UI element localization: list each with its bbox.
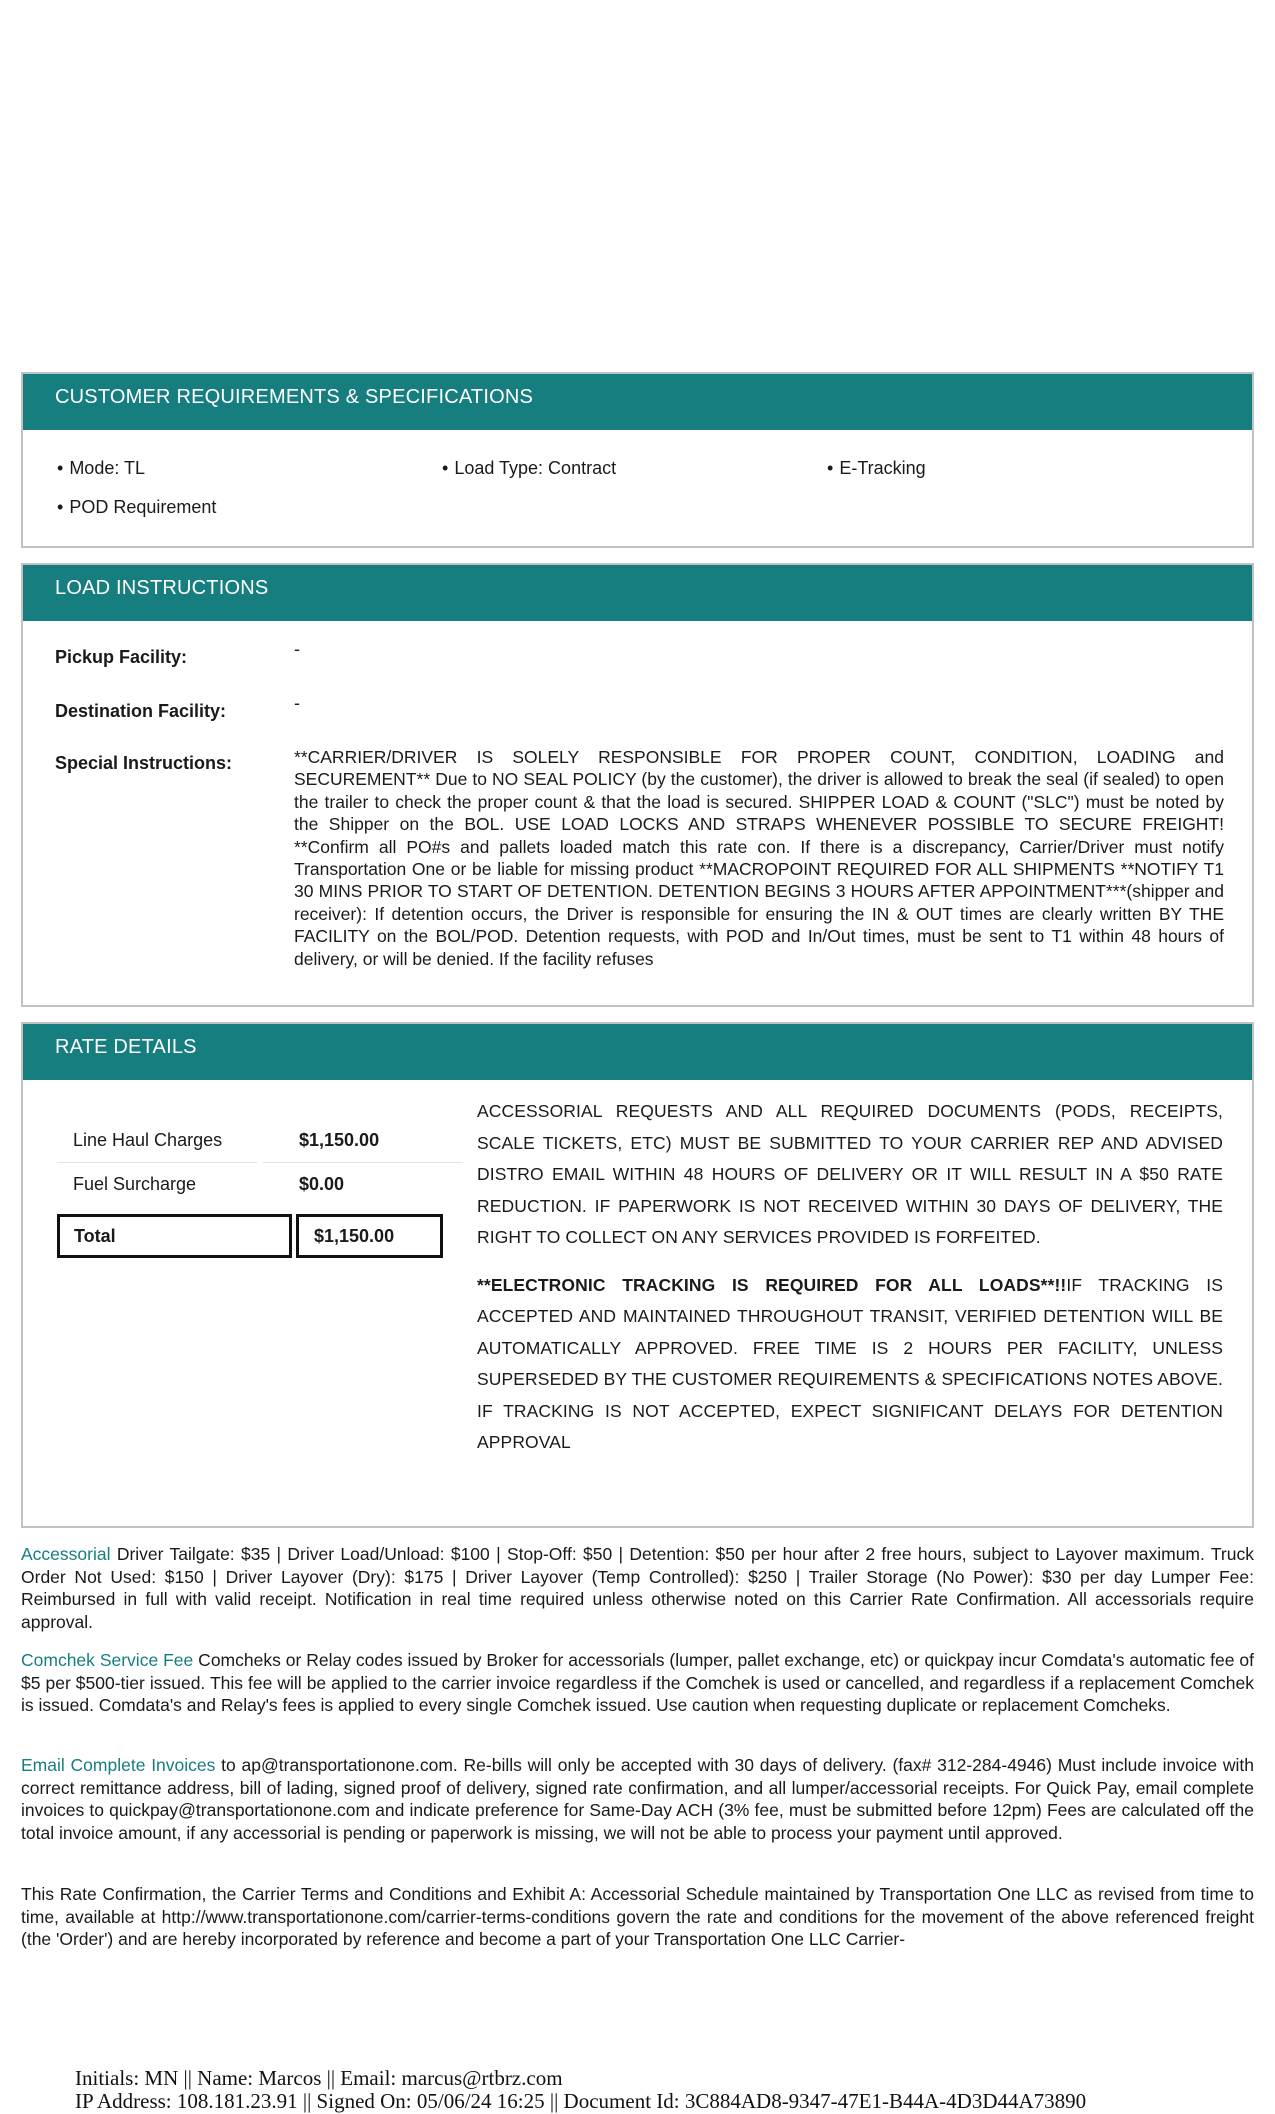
requirement-mode: • Mode: TL [57, 458, 146, 478]
load-instructions-title: LOAD INSTRUCTIONS [23, 565, 1252, 621]
pickup-facility-value: - [294, 639, 300, 659]
requirements-list [23, 430, 1252, 546]
destination-facility-value: - [294, 693, 300, 713]
signature-line-2: IP Address: 108.181.23.91 || Signed On: 05/06/24 16:25 || Document Id: 3C884AD8-9347-47E1-B44A-4D3D44A73890 [75, 2089, 1087, 2113]
rate-row-value: $0.00 [299, 1174, 345, 1194]
special-instructions-text: **CARRIER/DRIVER IS SOLELY RESPONSIBLE FOR PROPER COUNT, CONDITION, LOADING and SECUREMENT** Due to NO SEAL POLICY (by the customer), the driver is allowed to break the seal (if sealed) to open the trailer to check the proper count & that the load is secured. SHIPPER LOAD & COUNT ("SLC") must be noted by the Shipper on the BOL. USE LOAD LOCKS AND STRAPS WHENEVER POSSIBLE TO SECURE FREIGHT! **Confirm all PO#s and pallets loaded match this rate con. If there is a discrepancy, Carrier/Driver must notify Transportation One or be liable for missing product **MACROPOINT REQUIRED FOR ALL SHIPMENTS **NOTIFY T1 30 MINS PRIOR TO START OF DETENTION. DETENTION BEGINS 3 HOURS AFTER APPOINTMENT***(shipper and receiver): If detention occurs, the Driver is responsible for ensuring the IN & OUT times are clearly written BY THE FACILITY on the BOL/POD. Detention requests, with POD and In/Out times, must be sent to T1 within 48 hours of delivery, or will be denied. If the facility refuses [294, 747, 1224, 969]
customer-requirements-title: CUSTOMER REQUIREMENTS & SPECIFICATIONS [23, 374, 1252, 430]
tracking-note-text: IF TRACKING IS ACCEPTED AND MAINTAINED THROUGHOUT TRANSIT, VERIFIED DETENTION WILL BE AUTOMATICALLY APPROVED. FREE TIME IS 2 HOURS PER FACILITY, UNLESS SUPERSEDED BY THE CUSTOMER REQUIREMENTS & SPECIFICATIONS NOTES ABOVE. IF TRACKING IS NOT ACCEPTED, EXPECT SIGNIFICANT DELAYS FOR DETENTION APPROVAL [477, 1274, 1223, 1452]
total-label-cell [57, 1214, 292, 1258]
rate-confirmation-terms: This Rate Confirmation, the Carrier Terms and Conditions and Exhibit A: Accessorial Schedule maintained by Transportation One LLC as revised from time to time, available at http://www.transportationone.com/carrier-terms-conditions govern the rate and conditions for the movement of the above referenced freight (the 'Order') and are hereby incorporated by reference and become a part of your Transportation One LLC Carrier- [21, 1884, 1254, 1950]
rate-details-panel [21, 1022, 1254, 1528]
invoice-paragraph [21, 1754, 1254, 1844]
rate-row-value: $1,150.00 [299, 1130, 380, 1150]
requirement-load-type: • Load Type: Contract [442, 458, 617, 478]
tracking-note-bold: **ELECTRONIC TRACKING IS REQUIRED FOR ALL LOADS**!! [477, 1274, 1067, 1295]
rate-details-title: RATE DETAILS [23, 1024, 1252, 1080]
accessorial-heading: Accessorial [21, 1544, 111, 1564]
rate-row-label: Fuel Surcharge [73, 1174, 197, 1194]
invoice-text: to ap@transportationone.com. Re-bills will only be accepted with 30 days of delivery. (fax# 312-284-4946) Must include invoice with correct remittance address, bill of lading, signed proof of delivery, signed rate confirmation, and all lumper/accessorial receipts. For Quick Pay, email complete invoices to quickpay@transportationone.com and indicate preference for Same-Day ACH (3% fee, must be submitted before 12pm) Fees are calculated off the total invoice amount, if any accessorial is pending or paperwork is missing, we will not be able to process your payment until approved. [21, 1755, 1255, 1843]
comchek-paragraph [21, 1649, 1254, 1717]
accessorial-text: Driver Tailgate: $35 | Driver Load/Unload: $100 | Stop-Off: $50 | Detention: $50 per hour after 2 free hours, subject to Layover maximum. Truck Order Not Used: $150 | Driver Layover (Dry): $175 | Driver Layover (Temp Controlled): $250 | Trailer Storage (No Power): $30 per day Lumper Fee: Reimbursed in full with valid receipt. Notification in real time required unless otherwise noted on this Carrier Rate Confirmation. All accessorials require approval. [21, 1544, 1254, 1632]
total-value-cell [296, 1214, 443, 1258]
divider [57, 1162, 257, 1163]
comchek-text: Comcheks or Relay codes issued by Broker for accessorials (lumper, pallet exchange, etc) or quickpay incur Comdata's automatic fee of $5 per $500-tier issued. This fee will be applied to the carrier invoice regardless if the Comchek is used or cancelled, and regardless if a replacement Comchek is issued. Comdata's and Relay's fees is applied to every single Comchek issued. Use caution when requesting duplicate or replacement Comcheks. [21, 1650, 1255, 1716]
tracking-note [477, 1270, 1223, 1459]
accessorial-paragraph [21, 1543, 1254, 1633]
invoice-heading: Email Complete Invoices [21, 1755, 216, 1775]
rate-row-label: Line Haul Charges [73, 1130, 223, 1150]
pickup-facility-label: Pickup Facility: [55, 647, 188, 667]
requirement-e-tracking: • E-Tracking [827, 458, 926, 478]
divider [263, 1162, 463, 1163]
signature-line-1: Initials: MN || Name: Marcos || Email: marcus@rtbrz.com [75, 2066, 563, 2090]
comchek-heading: Comchek Service Fee [21, 1650, 194, 1670]
special-instructions-label: Special Instructions: [55, 753, 233, 773]
documents-deadline-note: ACCESSORIAL REQUESTS AND ALL REQUIRED DOCUMENTS (PODS, RECEIPTS, SCALE TICKETS, ETC) MUST BE SUBMITTED TO YOUR CARRIER REP AND ADVISED DISTRO EMAIL WITHIN 48 HOURS OF DELIVERY OR IT WILL RESULT IN A $50 RATE REDUCTION. IF PAPERWORK IS NOT RECEIVED WITHIN 30 DAYS OF DELIVERY, THE RIGHT TO COLLECT ON ANY SERVICES PROVIDED IS FORFEITED. [477, 1101, 1223, 1247]
rate-notes [477, 1096, 1223, 1459]
requirement-pod: • POD Requirement [57, 497, 217, 517]
total-label: Total [74, 1226, 116, 1246]
customer-requirements-panel [21, 372, 1254, 548]
load-instructions-panel [21, 563, 1254, 1007]
total-value: $1,150.00 [314, 1226, 395, 1246]
destination-facility-label: Destination Facility: [55, 701, 227, 721]
